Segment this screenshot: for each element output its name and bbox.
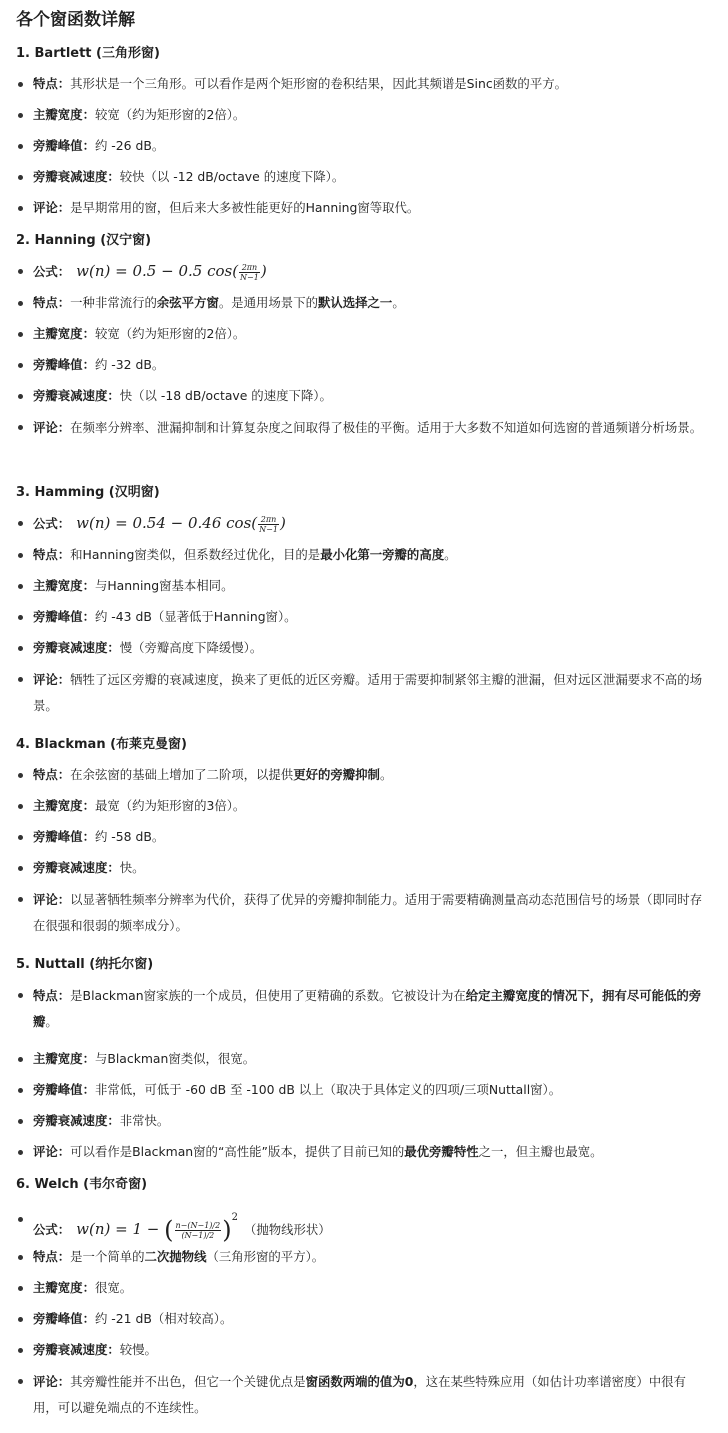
item-text: 以显著牺牲频率分辨率为代价，获得了优异的旁瓣抑制能力。适用于需要精确测量高动态范围信号的场景（即同时存在很强和很弱的频率成分）。	[33, 892, 703, 933]
section-heading: 4. Blackman (布莱克曼窗)	[16, 737, 187, 752]
fraction-denominator: N−1	[259, 524, 278, 534]
item-key: 旁瓣衰减速度	[33, 169, 108, 184]
item-bold: 给定主瓣宽度的情况下，拥有尽可能低的旁瓣	[33, 988, 702, 1029]
item-sep: ：	[57, 892, 71, 907]
item-text: 非常快。	[119, 1113, 170, 1128]
list-item	[16, 1245, 710, 1276]
formula-lhs: w(n) = 0.54 − 0.46 cos(	[76, 514, 258, 532]
list-item	[16, 825, 710, 856]
item-text: 。	[45, 1014, 58, 1029]
item-sep: ：	[57, 767, 71, 782]
item-text: 是一个简单的	[70, 1249, 145, 1264]
item-text: 约 -43 dB（显著低于Hanning窗）。	[94, 609, 297, 624]
section-heading: 3. Hamming (汉明窗)	[16, 485, 160, 500]
item-sep: ：	[57, 1144, 71, 1159]
item-text: 牺牲了远区旁瓣的衰减速度，换来了更低的近区旁瓣。适用于需要抑制紧邻主瓣的泄漏，但对远区泄漏要求不高的场景。	[33, 672, 703, 713]
item-text: 。是通用场景下的	[218, 295, 318, 310]
item-text: 可以看作是Blackman窗的“高性能”版本，提供了目前已知的	[70, 1144, 405, 1159]
item-key: 公式	[33, 1222, 58, 1237]
item-bold: 默认选择之一	[317, 295, 393, 310]
list-item	[16, 1338, 710, 1369]
list-item	[16, 384, 710, 415]
formula-rhs: )	[260, 262, 267, 280]
item-text: 和Hanning窗类似，但系数经过优化，目的是	[70, 547, 321, 562]
item-text: 在频率分辨率、泄漏抑制和计算复杂度之间取得了极佳的平衡。适用于大多数不知道如何选窗的普通频谱分析场景。	[70, 420, 703, 435]
list-item	[16, 1276, 710, 1307]
item-sep: ：	[57, 547, 71, 562]
item-key: 旁瓣衰减速度	[33, 640, 108, 655]
item-text: 快。	[119, 860, 145, 875]
formula-item	[16, 1203, 710, 1245]
list-item	[16, 667, 710, 731]
item-key: 主瓣宽度	[33, 107, 83, 122]
list-item	[16, 983, 710, 1047]
section-heading: 1. Bartlett (三角形窗)	[16, 46, 160, 61]
item-key: 特点	[33, 988, 58, 1003]
welch-formula	[76, 1212, 238, 1244]
list-item	[16, 103, 710, 134]
list-item	[16, 322, 710, 353]
fraction-denominator: (N−1)/2	[181, 1230, 215, 1240]
list-item	[16, 134, 710, 165]
item-key: 主瓣宽度	[33, 1051, 83, 1066]
item-key: 评论	[33, 1374, 58, 1389]
item-bold: 窗函数两端的值为0	[305, 1374, 414, 1389]
item-text: 约 -26 dB。	[94, 138, 165, 153]
item-text: 其旁瓣性能并不出色，但它一个关键优点是	[70, 1374, 306, 1389]
item-key: 主瓣宽度	[33, 578, 83, 593]
list-item	[16, 605, 710, 636]
item-key: 评论	[33, 1144, 58, 1159]
item-sep: ：	[107, 640, 120, 655]
item-key: 公式	[33, 516, 58, 531]
item-sep: ：	[82, 326, 95, 341]
item-bold: 余弦平方窗	[156, 295, 219, 310]
item-key: 特点	[33, 547, 58, 562]
item-bold: 最小化第一旁瓣的高度	[320, 547, 445, 562]
item-key: 评论	[33, 892, 58, 907]
list-item	[16, 794, 710, 825]
item-text: 约 -58 dB。	[94, 829, 165, 844]
section-list	[16, 763, 710, 951]
item-sep: ：	[57, 264, 71, 279]
item-sep: ：	[82, 107, 95, 122]
item-text: （三角形窗的平方）。	[206, 1249, 325, 1264]
right-paren: )	[222, 1216, 232, 1244]
item-bold: 更好的旁瓣抑制	[293, 767, 380, 782]
list-item	[16, 1078, 710, 1109]
item-text: 与Blackman窗类似，很宽。	[94, 1051, 256, 1066]
item-key: 旁瓣峰值	[33, 1082, 83, 1097]
section-list	[16, 1203, 710, 1433]
item-sep: ：	[57, 76, 71, 91]
item-text: 慢（旁瓣高度下降缓慢）。	[119, 640, 263, 655]
page-title: 各个窗函数详解	[16, 10, 135, 30]
section-heading: 6. Welch (韦尔奇窗)	[16, 1177, 148, 1192]
list-item	[16, 165, 710, 196]
item-sep: ：	[82, 578, 95, 593]
formula-item	[16, 511, 710, 543]
item-text: 约 -21 dB（相对较高）。	[94, 1311, 233, 1326]
item-key: 评论	[33, 200, 58, 215]
list-item	[16, 1307, 710, 1338]
item-text: 一种非常流行的	[70, 295, 157, 310]
list-item	[16, 72, 710, 103]
section-list	[16, 511, 710, 731]
section-list	[16, 259, 710, 479]
item-key: 主瓣宽度	[33, 326, 83, 341]
item-text: 非常低，可低于 -60 dB 至 -100 dB 以上（取决于具体定义的四项/三项Nuttall窗）。	[94, 1082, 562, 1097]
item-key: 评论	[33, 672, 58, 687]
formula-fraction	[258, 515, 279, 534]
item-text: 其形状是一个三角形。可以看作是两个矩形窗的卷积结果，因此其频谱是Sinc函数的平方。	[70, 76, 567, 91]
item-key: 公式	[33, 264, 58, 279]
fraction-numerator: n−(N−1)/2	[175, 1220, 221, 1230]
item-sep: ：	[82, 798, 95, 813]
item-bold: 二次抛物线	[144, 1249, 207, 1264]
item-sep: ：	[57, 1249, 71, 1264]
item-key: 旁瓣衰减速度	[33, 1342, 108, 1357]
list-item	[16, 574, 710, 605]
item-text: 。	[392, 295, 405, 310]
item-text: 较宽（约为矩形窗的2倍）。	[94, 326, 246, 341]
item-text: 。	[444, 547, 457, 562]
item-sep: ：	[82, 1311, 95, 1326]
list-item	[16, 1140, 710, 1171]
item-sep: ：	[57, 1222, 71, 1237]
item-key: 旁瓣峰值	[33, 1311, 83, 1326]
item-key: 旁瓣峰值	[33, 357, 83, 372]
list-item	[16, 291, 710, 322]
item-text: 之一，但主瓣也最宽。	[478, 1144, 603, 1159]
formula-rhs: )	[279, 514, 286, 532]
fraction-denominator: N−1	[240, 272, 259, 282]
list-item	[16, 415, 710, 479]
list-item	[16, 543, 710, 574]
item-text: 很宽。	[94, 1280, 133, 1295]
item-text: 是Blackman窗家族的一个成员，但使用了更精确的系数。它被设计为在	[70, 988, 466, 1003]
item-key: 主瓣宽度	[33, 1280, 83, 1295]
item-text: 快（以 -18 dB/octave 的速度下降）。	[119, 388, 332, 403]
item-sep: ：	[107, 169, 120, 184]
item-sep: ：	[57, 295, 71, 310]
list-item	[16, 763, 710, 794]
item-text: 约 -32 dB。	[94, 357, 165, 372]
item-key: 特点	[33, 295, 58, 310]
section-heading: 2. Hanning (汉宁窗)	[16, 233, 152, 248]
list-item	[16, 1047, 710, 1078]
list-item	[16, 887, 710, 951]
item-sep: ：	[57, 672, 71, 687]
item-sep: ：	[82, 609, 95, 624]
item-text: 。	[379, 767, 393, 782]
item-text: 较快（以 -12 dB/octave 的速度下降）。	[119, 169, 345, 184]
list-item	[16, 196, 710, 227]
item-key: 旁瓣峰值	[33, 829, 83, 844]
item-text: 与Hanning窗基本相同。	[94, 578, 234, 593]
item-sep: ：	[82, 1280, 95, 1295]
item-text: 较宽（约为矩形窗的2倍）。	[94, 107, 246, 122]
fraction-numerator: 2πn	[258, 515, 279, 525]
formula-exponent: 2	[231, 1212, 238, 1223]
list-item	[16, 1109, 710, 1140]
item-text: 较慢。	[119, 1342, 157, 1357]
item-key: 评论	[33, 420, 58, 435]
item-key: 特点	[33, 76, 58, 91]
item-sep: ：	[57, 200, 71, 215]
item-sep: ：	[57, 988, 71, 1003]
item-key: 特点	[33, 767, 58, 782]
list-item	[16, 1369, 710, 1433]
item-key: 旁瓣衰减速度	[33, 860, 108, 875]
item-sep: ：	[82, 829, 95, 844]
item-key: 特点	[33, 1249, 58, 1264]
item-sep: ：	[57, 1374, 71, 1389]
item-sep: ：	[82, 357, 95, 372]
item-sep: ：	[57, 516, 71, 531]
formula-item	[16, 259, 710, 291]
formula-fraction	[175, 1221, 222, 1240]
section-heading: 5. Nuttall (纳托尔窗)	[16, 957, 154, 972]
item-text: 最宽（约为矩形窗的3倍）。	[94, 798, 246, 813]
item-key: 旁瓣峰值	[33, 138, 83, 153]
item-sep: ：	[82, 1082, 95, 1097]
item-sep: ：	[82, 138, 95, 153]
formula-lhs: w(n) = 1 −	[76, 1220, 165, 1238]
item-sep: ：	[107, 388, 120, 403]
fraction-numerator: 2πn	[239, 263, 260, 273]
formula-fraction	[239, 263, 260, 282]
item-text: 是早期常用的窗，但后来大多被性能更好的Hanning窗等取代。	[70, 200, 420, 215]
formula-lhs: w(n) = 0.5 − 0.5 cos(	[76, 262, 239, 280]
list-item	[16, 353, 710, 384]
section-list	[16, 72, 710, 227]
hanning-formula	[76, 262, 267, 280]
item-key: 旁瓣衰减速度	[33, 388, 108, 403]
list-item	[16, 856, 710, 887]
item-bold: 最优旁瓣特性	[404, 1144, 479, 1159]
item-text: 在余弦窗的基础上增加了二阶项，以提供	[70, 767, 294, 782]
item-sep: ：	[82, 1051, 95, 1066]
formula-note: （抛物线形状）	[243, 1222, 331, 1237]
hamming-formula	[76, 514, 286, 532]
list-item	[16, 636, 710, 667]
item-sep: ：	[107, 1342, 120, 1357]
item-sep: ：	[57, 420, 71, 435]
item-sep: ：	[107, 1113, 120, 1128]
item-key: 主瓣宽度	[33, 798, 83, 813]
item-key: 旁瓣峰值	[33, 609, 83, 624]
section-list	[16, 983, 710, 1171]
left-paren: (	[164, 1216, 174, 1244]
item-key: 旁瓣衰减速度	[33, 1113, 108, 1128]
item-text: ，这在某些特殊应用（如估计功率谱密度）中很有用，可以避免端点的不连续性。	[33, 1374, 686, 1415]
item-sep: ：	[107, 860, 120, 875]
